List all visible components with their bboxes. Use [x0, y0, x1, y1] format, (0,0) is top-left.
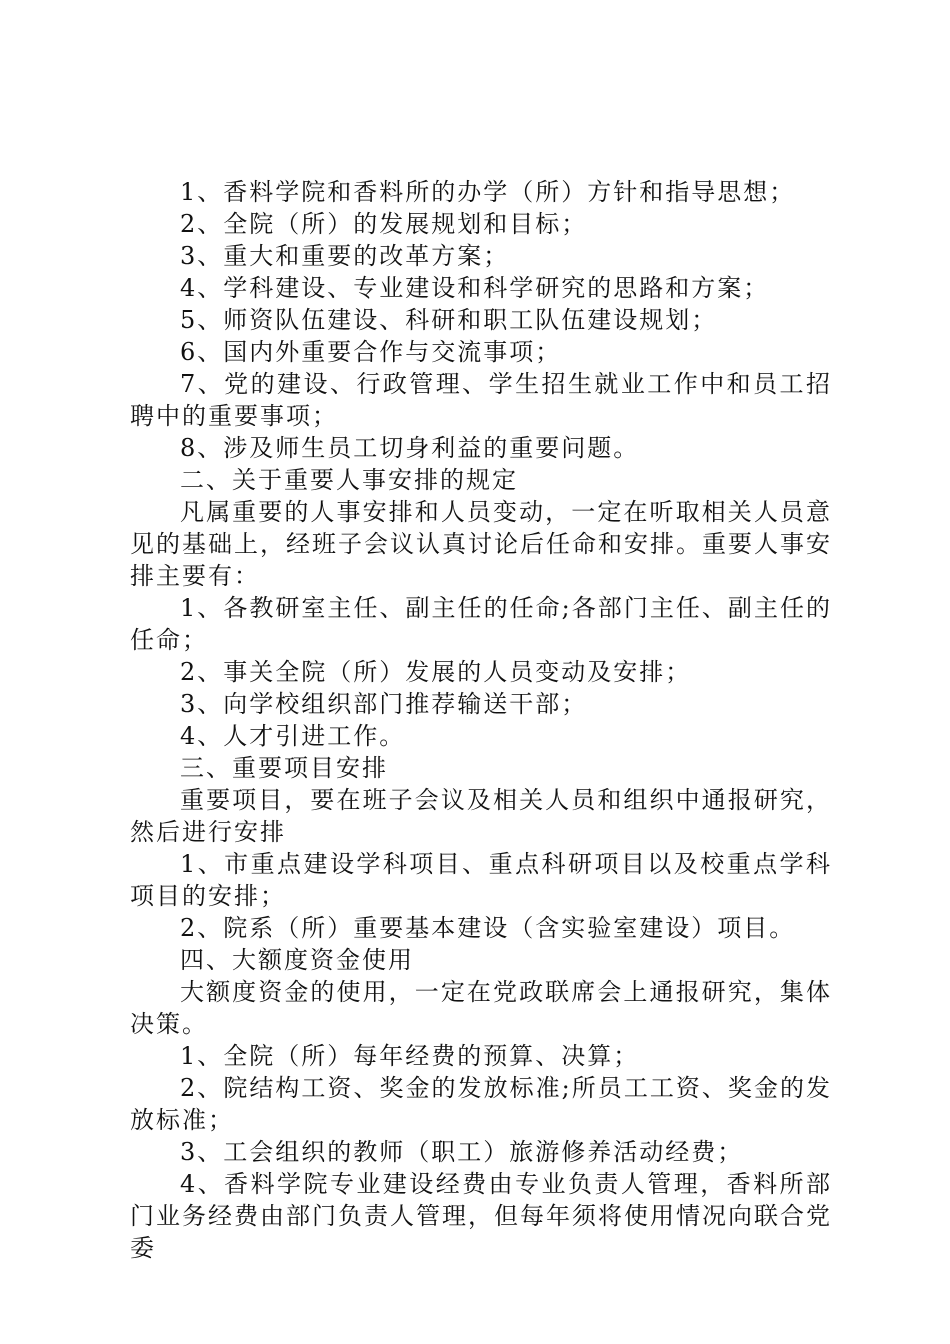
paragraph-personnel-intro: 凡属重要的人事安排和人员变动，一定在听取相关人员意见的基础上，经班子会议认真讨论后任命和安排。重要人事安排主要有：: [130, 498, 832, 590]
document-body: [130, 176, 832, 1264]
paragraph-3: 3、重大和重要的改革方案；: [180, 242, 510, 270]
section-heading-personnel: 二、关于重要人事安排的规定: [180, 466, 518, 494]
paragraph-5: 5、师资队伍建设、科研和职工队伍建设规划；: [180, 306, 718, 334]
section-heading-projects: 三、重要项目安排: [180, 754, 388, 782]
paragraph-projects-2: 2、院系（所）重要基本建设（含实验室建设）项目。: [180, 914, 796, 942]
paragraph-projects-1: 1、市重点建设学科项目、重点科研项目以及校重点学科项目的安排；: [130, 850, 832, 910]
paragraph-4: 4、学科建设、专业建设和科学研究的思路和方案；: [180, 274, 770, 302]
paragraph-funds-3: 3、工会组织的教师（职工）旅游修养活动经费；: [180, 1138, 744, 1166]
paragraph-8: 8、涉及师生员工切身利益的重要问题。: [180, 434, 640, 462]
paragraph-funds-2: 2、院结构工资、奖金的发放标准;所员工工资、奖金的发放标准；: [130, 1074, 832, 1134]
paragraph-personnel-4: 4、人才引进工作。: [180, 722, 406, 750]
paragraph-personnel-1: 1、各教研室主任、副主任的任命;各部门主任、副主任的任命；: [130, 594, 832, 654]
paragraph-7: 7、党的建设、行政管理、学生招生就业工作中和员工招聘中的重要事项；: [130, 370, 832, 430]
paragraph-funds-1: 1、全院（所）每年经费的预算、决算；: [180, 1042, 640, 1070]
paragraph-funds-intro: 大额度资金的使用，一定在党政联席会上通报研究，集体决策。: [130, 978, 832, 1038]
paragraph-projects-intro: 重要项目，要在班子会议及相关人员和组织中通报研究，然后进行安排: [130, 786, 832, 846]
paragraph-2: 2、全院（所）的发展规划和目标；: [180, 210, 588, 238]
section-heading-funds: 四、大额度资金使用: [180, 946, 414, 974]
paragraph-funds-4: 4、香料学院专业建设经费由专业负责人管理，香料所部门业务经费由部门负责人管理，但每年须将使用情况向联合党委: [130, 1170, 832, 1262]
paragraph-1: 1、香料学院和香料所的办学（所）方针和指导思想；: [180, 178, 796, 206]
paragraph-personnel-2: 2、事关全院（所）发展的人员变动及安排；: [180, 658, 692, 686]
paragraph-personnel-3: 3、向学校组织部门推荐输送干部；: [180, 690, 588, 718]
paragraph-6: 6、国内外重要合作与交流事项；: [180, 338, 562, 366]
